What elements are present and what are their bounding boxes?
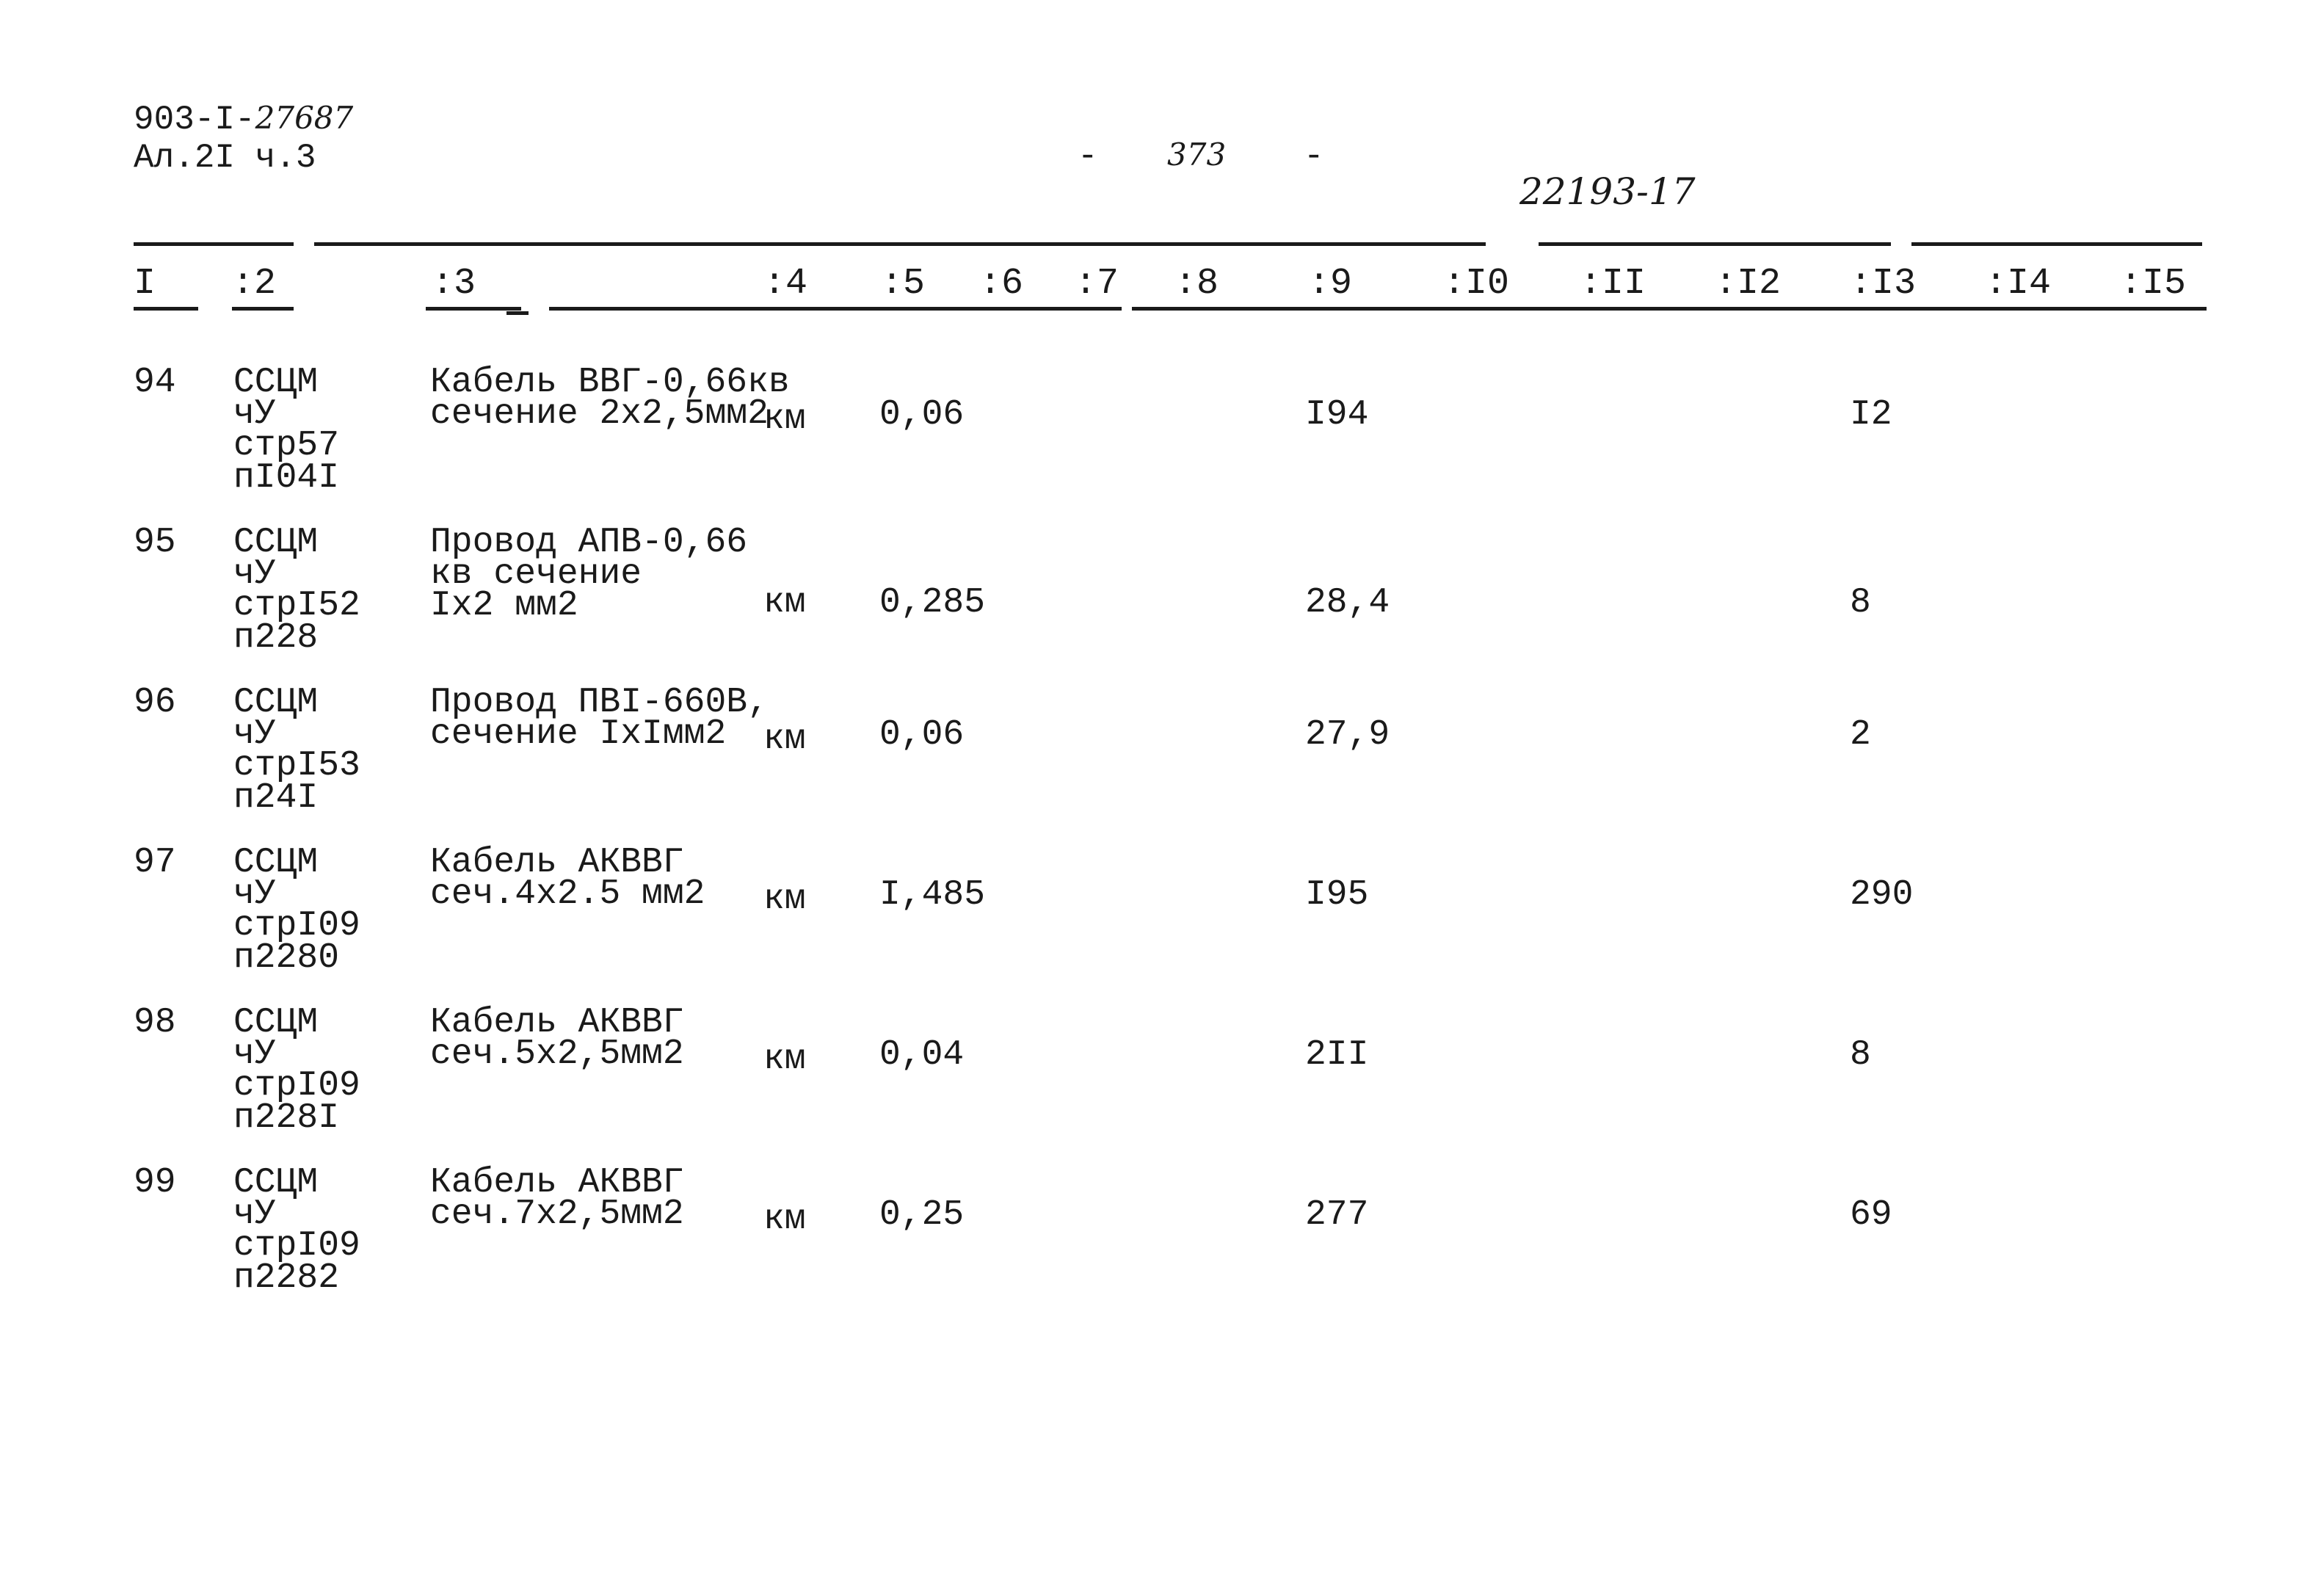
unit: км [763,1200,806,1239]
top-rule [1539,242,1891,246]
unit: км [763,719,806,759]
column-header-6: :6 [979,263,1024,305]
column-header-15: :I5 [2120,263,2187,305]
column-13-value: 2 [1850,715,1871,755]
header-underline [134,307,198,311]
column-13-value: 8 [1850,1035,1871,1075]
unit: км [763,879,806,919]
unit: км [763,1040,806,1079]
source-reference: ССЦМ чУ стрI52 п228 [233,523,360,658]
column-9-value: I94 [1305,395,1369,435]
row-number: 98 [134,1003,176,1042]
document-code-handwritten: 27687 [255,100,354,136]
source-reference: ССЦМ чУ стрI09 п228I [233,1003,360,1138]
column-9-value: I95 [1305,875,1369,915]
header-underline [1132,307,2207,311]
item-description: Кабель ВВГ-0,66кв сечение 2х2,5мм2 [430,363,790,435]
column-13-value: 8 [1850,583,1871,623]
item-description: Провод АПВ-0,66 кв сечение Iх2 мм2 [430,523,748,626]
item-description: Провод ПВI-660В, сечение IхIмм2 [430,683,769,755]
page-dash-right: - [1304,137,1324,175]
column-header-11: :II [1580,263,1646,305]
item-description: Кабель АКВВГ сеч.4х2.5 мм2 [430,843,705,915]
column-header-5: :5 [881,263,926,305]
column-9-value: 27,9 [1305,715,1390,755]
column-header-2: :2 [232,263,277,305]
quantity: 0,06 [879,715,965,755]
quantity: 0,06 [879,395,965,435]
column-9-value: 2II [1305,1035,1369,1075]
source-reference: ССЦМ чУ стрI09 п2280 [233,843,360,978]
document-code-prefix: 903-I- [134,101,255,139]
column-header-4: :4 [763,263,808,305]
item-description: Кабель АКВВГ сеч.5х2,5мм2 [430,1003,684,1075]
row-number: 99 [134,1163,176,1203]
column-header-10: :I0 [1443,263,1510,305]
header-underline [549,307,1122,311]
row-number: 96 [134,683,176,722]
column-header-7: :7 [1075,263,1119,305]
column-header-8: :8 [1174,263,1219,305]
unit: км [763,583,806,623]
quantity: 0,04 [879,1035,965,1075]
doc-number: 22193-17 [1519,170,1696,213]
row-number: 94 [134,363,176,402]
document-code [134,100,354,139]
top-rule [134,242,294,246]
source-reference: ССЦМ чУ стрI53 п24I [233,683,360,818]
column-header-13: :I3 [1850,263,1917,305]
source-reference: ССЦМ чУ стрI09 п2282 [233,1163,360,1298]
header-underline [426,307,521,311]
quantity: 0,25 [879,1195,965,1235]
column-9-value: 28,4 [1305,583,1390,623]
column-header-1: I [134,263,156,305]
column-9-value: 277 [1305,1195,1369,1235]
row-number: 95 [134,523,176,562]
album-part: Ал.2I ч.3 [134,139,316,177]
header-dash [506,311,529,315]
column-header-3: :3 [432,263,476,305]
row-number: 97 [134,843,176,882]
column-header-12: :I2 [1715,263,1782,305]
column-13-value: I2 [1850,395,1892,435]
quantity: 0,285 [879,583,986,623]
source-reference: ССЦМ чУ стр57 пI04I [233,363,340,498]
page-number: 373 [1167,137,1227,173]
item-description: Кабель АКВВГ сеч.7х2,5мм2 [430,1163,684,1235]
page-dash-left: - [1078,137,1098,175]
top-rule [1911,242,2202,246]
top-rule [314,242,1486,246]
quantity: I,485 [879,875,986,915]
column-header-14: :I4 [1985,263,2052,305]
header-underline [232,307,294,311]
column-header-9: :9 [1308,263,1353,305]
column-13-value: 290 [1850,875,1914,915]
column-13-value: 69 [1850,1195,1892,1235]
unit: км [763,399,806,439]
